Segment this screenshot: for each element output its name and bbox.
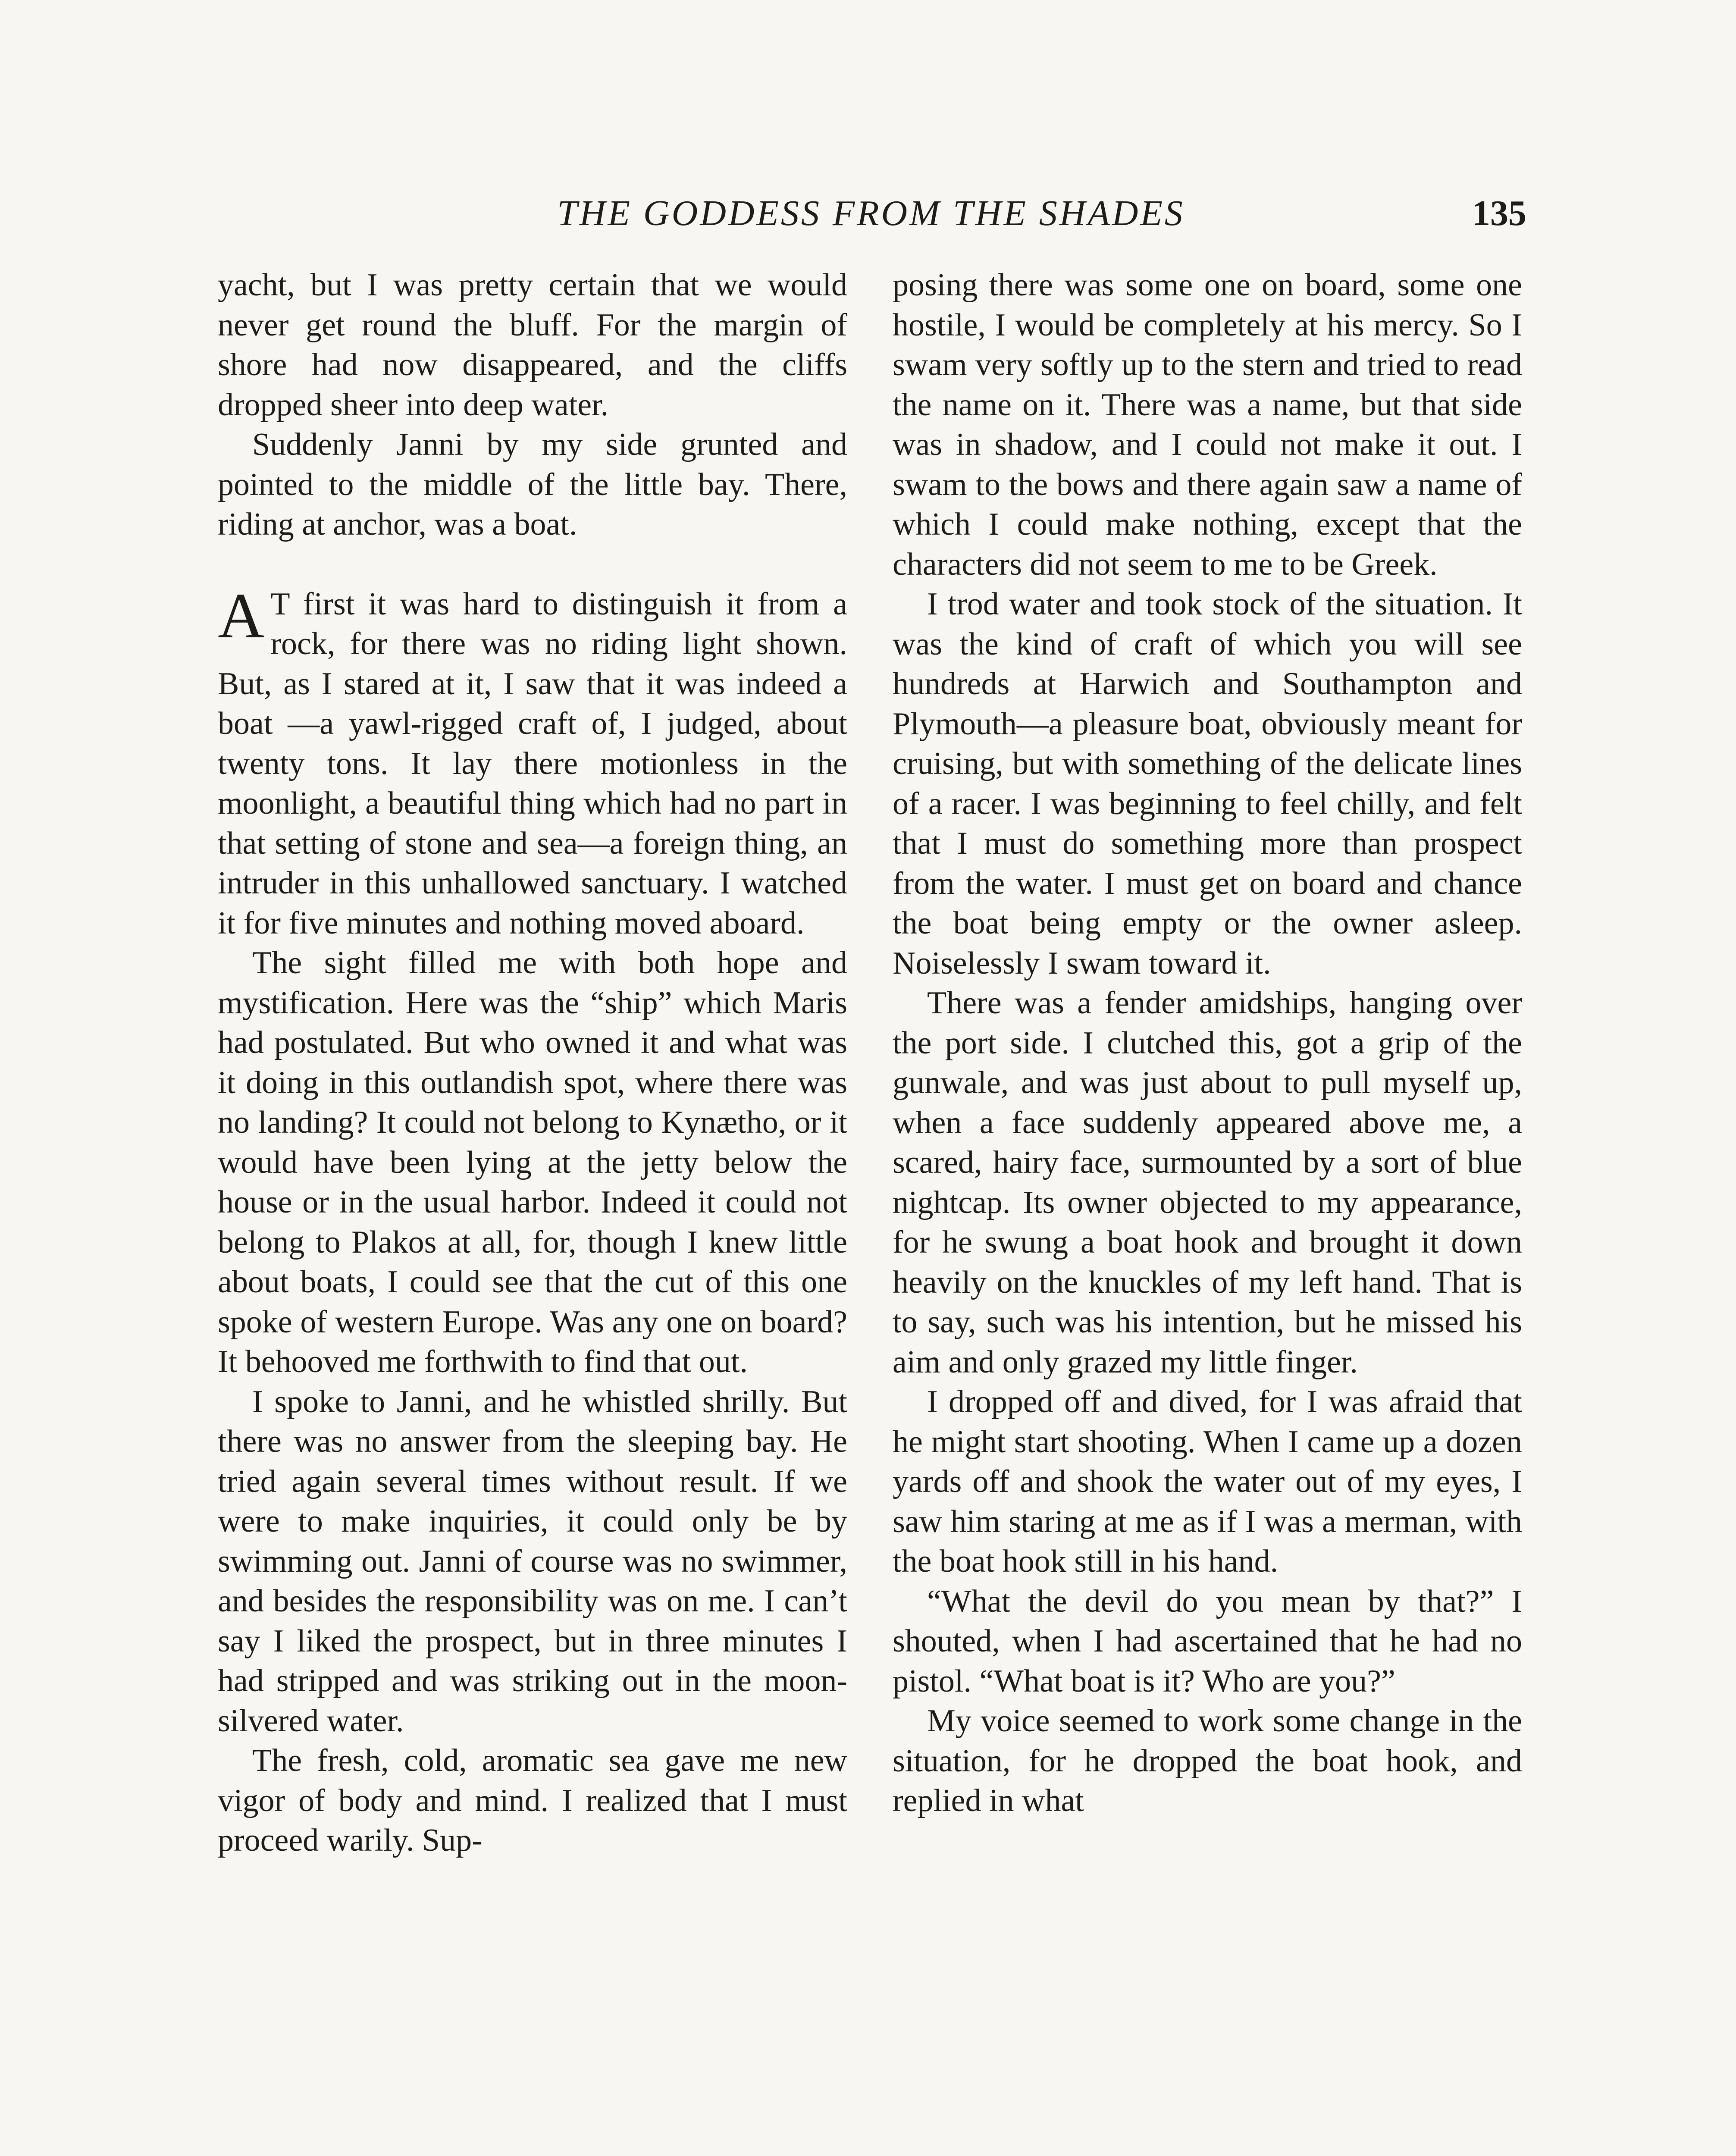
page-number: 135	[1472, 193, 1526, 233]
running-title: THE GODDESS FROM THE SHADES	[557, 193, 1185, 233]
paragraph: I dropped off and dived, for I was afraid that he might start shooting. When I came up a dozen yards off and shook the water out of my eyes, I saw him staring at me as if I was a merman, with the boat hook still in his hand.	[893, 1384, 1522, 1579]
section-opening-paragraph	[218, 580, 847, 943]
paragraph: yacht, but I was pretty certain that we would never get round the bluff. For the margin of shore had now disappeared, and the cliffs dropped sheer into deep water.	[218, 267, 847, 423]
left-column	[218, 265, 847, 1861]
paragraph: The sight filled me with both hope and mystification. Here was the “ship” which Maris had postulated. But who owned it and what was it doing in this outlandish spot, where there was no landing? It could not belong to Kynætho, or it would have been lying at the jetty below the house or in the usual harbor. Indeed it could not belong to Plakos at all, for, though I knew little about boats, I could see that the cut of this one spoke of western Europe. Was any one on board? It behooved me forthwith to find that out.	[218, 945, 847, 1379]
paragraph: posing there was some one on board, some one hostile, I would be completely at his mercy. So I swam very softly up to the stern and tried to read the name on it. There was a name, but that side was in shadow, and I could not make it out. I swam to the bows and there again saw a name of which I could make nothing, except that the characters did not seem to me to be Greek.	[893, 267, 1522, 582]
paragraph: There was a fender amidships, hanging over the port side. I clutched this, got a grip of the gunwale, and was just about to pull myself up, when a face suddenly appeared above me, a scared, hairy face, surmounted by a sort of blue nightcap. Its owner objected to my appearance, for he swung a boat hook and brought it down heavily on the knuckles of my left hand. That is to say, such was his intention, but he missed his aim and only grazed my little finger.	[893, 985, 1522, 1380]
paragraph: I spoke to Janni, and he whistled shrilly. But there was no answer from the sleeping bay. He tried again several times without result. If we were to make inquiries, it could only be by swimming out. Janni of course was no swimmer, and besides the responsibility was on me. I can’t say I liked the prospect, but in three minutes I had stripped and was striking out in the moon-silvered water.	[218, 1384, 847, 1739]
paragraph: I trod water and took stock of the situation. It was the kind of craft of which you will see hundreds at Harwich and Southampton and Plymouth—a pleasure boat, obviously meant for cruising, but with something of the delicate lines of a racer. I was beginning to feel chilly, and felt that I must do something more than prospect from the water. I must get on board and chance the boat being empty or the owner asleep. Noiselessly I swam toward it.	[893, 586, 1522, 981]
paragraph: The fresh, cold, aromatic sea gave me new vigor of body and mind. I realized that I must proceed warily. Sup-	[218, 1743, 847, 1858]
paragraph: My voice seemed to work some change in the situation, for he dropped the boat hook, and replied in what	[893, 1703, 1522, 1818]
drop-cap: A	[218, 580, 265, 652]
paragraph-text: T first it was hard to distinguish it from a rock, for there was no riding light shown. But, as I stared at it, I saw that it was indeed a boat —a yawl-rigged craft of, I judged, about twenty tons. It lay there motionless in the moonlight, a beautiful thing which had no part in that setting of stone and sea—a foreign thing, an intruder in this unhallowed sanctuary. I watched it for five minutes and nothing moved aboard.	[218, 586, 847, 941]
paragraph: “What the devil do you mean by that?” I shouted, when I had ascertained that he had no pistol. “What boat is it? Who are you?”	[893, 1583, 1522, 1699]
page-header	[216, 183, 1526, 244]
paragraph: Suddenly Janni by my side grunted and pointed to the middle of the little bay. There, riding at anchor, was a boat.	[218, 427, 847, 542]
right-column	[893, 265, 1522, 1821]
